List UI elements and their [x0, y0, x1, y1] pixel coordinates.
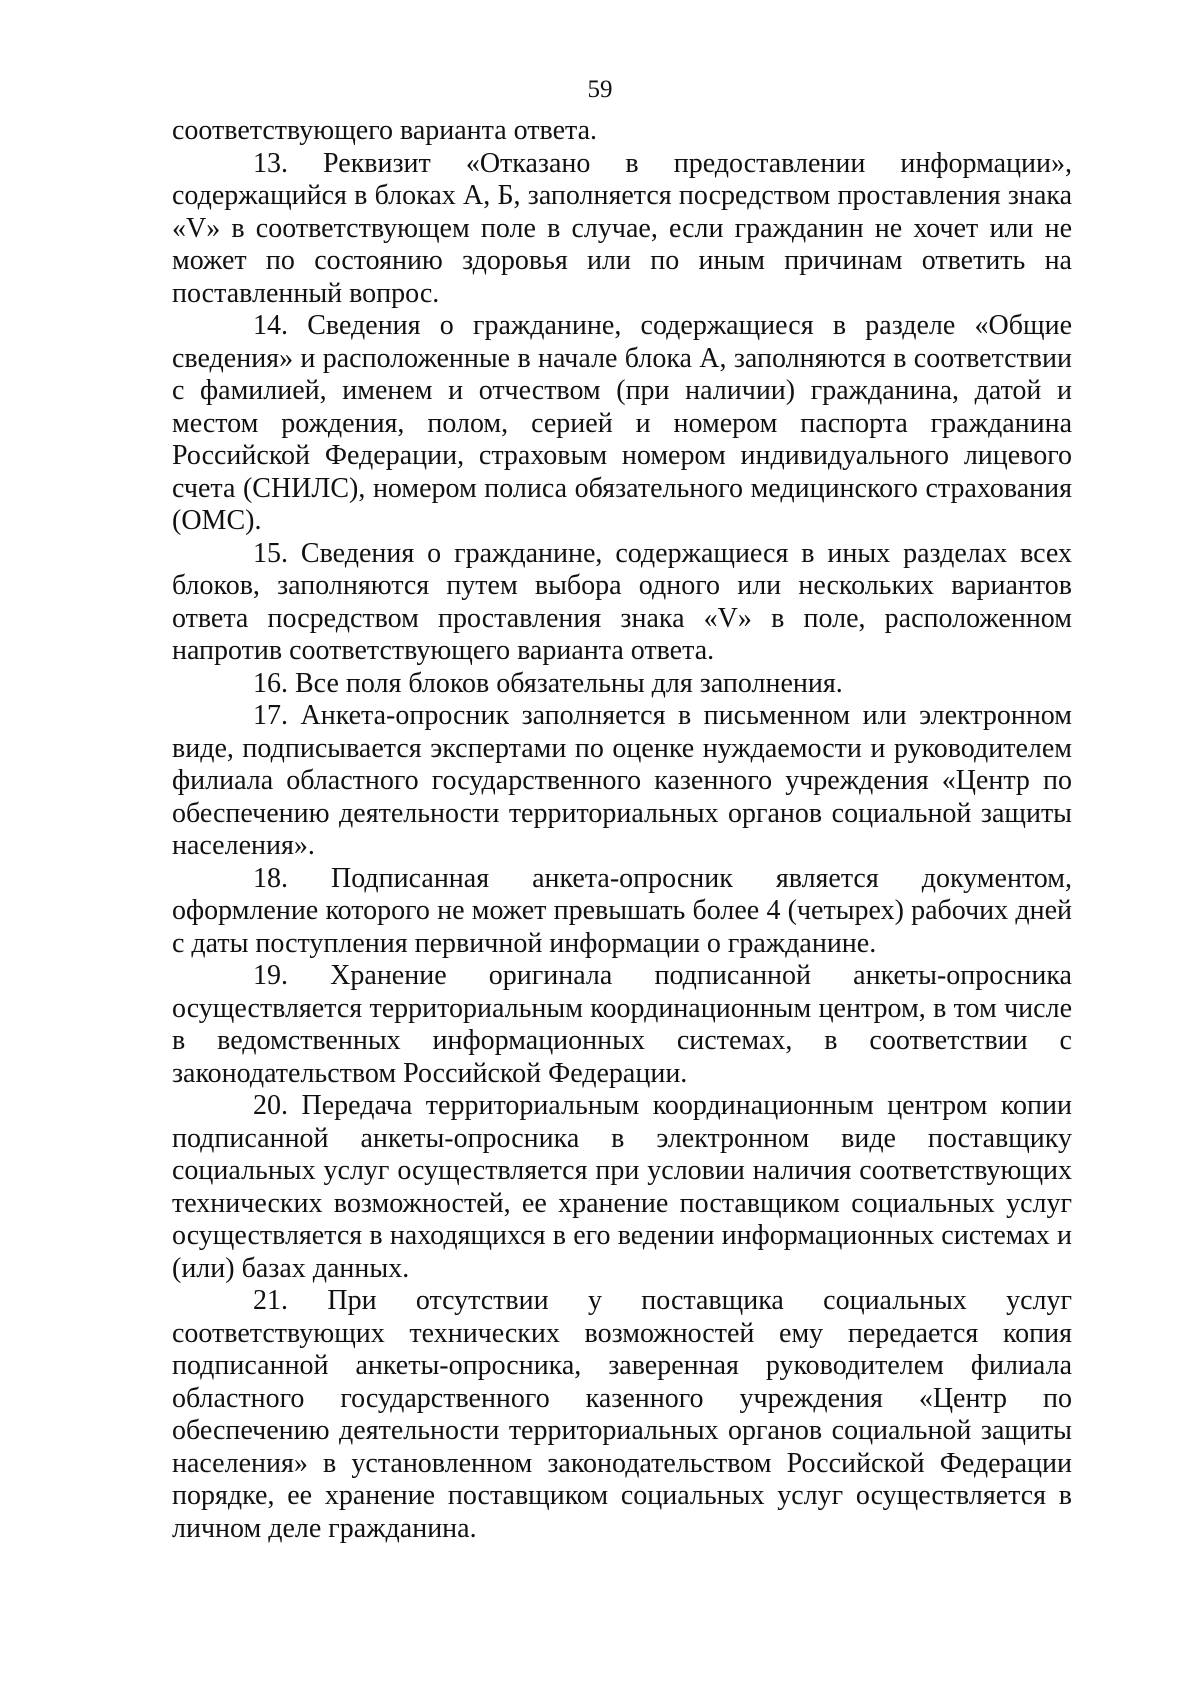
paragraph-20: 20. Передача территориальным координационным центром копии подписанной анкеты-опросника в электронном виде поставщику социальных услуг осуществляется при условии наличия соответствующих технических возможностей, ее хранение поставщиком социальных услуг осуществляется в находящихся в его ведении информационных системах и (или) базах данных.: [172, 1090, 1072, 1284]
page-number: 59: [587, 76, 613, 103]
paragraph-13: 13. Реквизит «Отказано в предоставлении информации», содержащийся в блоках А, Б, заполняется посредством проставления знака «V» в соответствующем поле в случае, если гражданин не хочет или не может по состоянию здоровья или по иным причинам ответить на поставленный вопрос.: [172, 147, 1072, 309]
paragraph-21: 21. При отсутствии у поставщика социальных услуг соответствующих технических возможностей ему передается копия подписанной анкеты-опросника, заверенная руководителем филиала областного государственного казенного учреждения «Центр по обеспечению деятельности территориальных органов социальной защиты населения» в установленном законодательством Российской Федерации порядке, ее хранение поставщиком социальных услуг осуществляется в личном деле гражданина.: [172, 1285, 1072, 1544]
paragraph-14: 14. Сведения о гражданине, содержащиеся в разделе «Общие сведения» и расположенные в начале блока А, заполняются в соответствии с фамилией, именем и отчеством (при наличии) гражданина, датой и местом рождения, полом, серией и номером паспорта гражданина Российской Федерации, страховым номером индивидуального лицевого счета (СНИЛС), номером полиса обязательного медицинского страхования (ОМС).: [172, 310, 1072, 536]
paragraph-17: 17. Анкета-опросник заполняется в письменном или электронном виде, подписывается экспертами по оценке нуждаемости и руководителем филиала областного государственного казенного учреждения «Центр по обеспечению деятельности территориальных органов социальной защиты населения».: [172, 700, 1072, 861]
paragraph-15: 15. Сведения о гражданине, содержащиеся в иных разделах всех блоков, заполняются путем выбора одного или нескольких вариантов ответа посредством проставления знака «V» в поле, расположенном напротив соответствующего варианта ответа.: [172, 537, 1072, 666]
paragraph-16: 16. Все поля блоков обязательны для заполнения.: [253, 667, 843, 699]
paragraph-19: 19. Хранение оригинала подписанной анкеты-опросника осуществляется территориальным координационным центром, в том числе в ведомственных информационных системах, в соответствии с законодательством Российской Федерации.: [172, 960, 1072, 1089]
paragraph-18: 18. Подписанная анкета-опросник является документом, оформление которого не может превышать более 4 (четырех) рабочих дней с даты поступления первичной информации о гражданине.: [172, 862, 1072, 959]
document-body: [172, 115, 1072, 1545]
paragraph-continuation: соответствующего варианта ответа.: [172, 115, 598, 146]
